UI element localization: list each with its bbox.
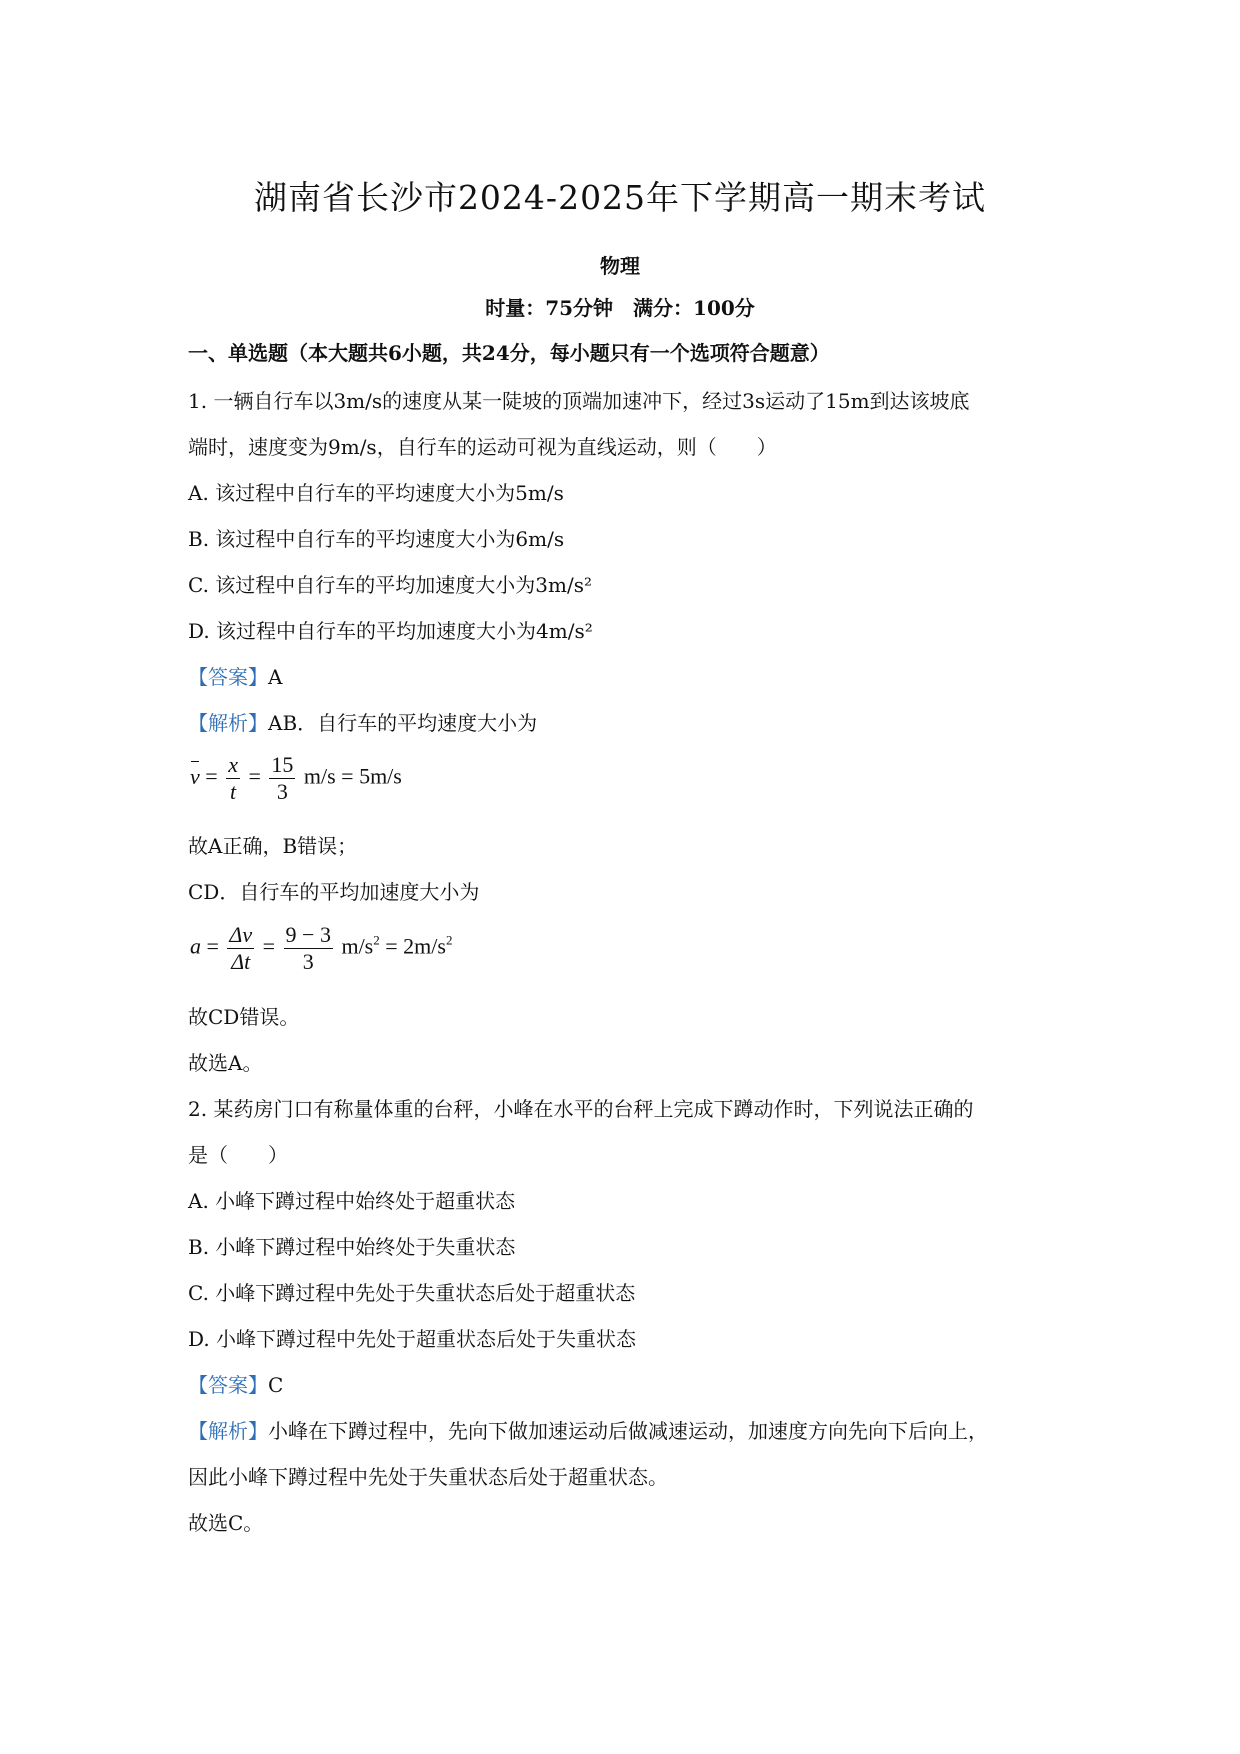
answer-tag: 【答案】 — [188, 1373, 268, 1397]
q1-option-a: A. 该过程中自行车的平均速度大小为5m/s — [188, 481, 564, 505]
q2-option-b: B. 小峰下蹲过程中始终处于失重状态 — [188, 1235, 516, 1259]
q2-answer-row — [188, 1371, 283, 1399]
formula1-den2: 3 — [276, 779, 288, 804]
analysis-tag: 【解析】 — [188, 1419, 268, 1443]
analysis-tag: 【解析】 — [188, 711, 268, 735]
q1-stem-line1: 1. 一辆自行车以3m/s的速度从某一陡坡的顶端加速冲下，经过3s运动了15m到达该坡底 — [188, 389, 970, 413]
formula2-result: 2m/s — [403, 933, 446, 959]
q2-answer: C — [268, 1373, 284, 1397]
formula1-num1: x — [228, 752, 238, 777]
q1-analysis-text1: AB．自行车的平均速度大小为 — [268, 711, 538, 735]
q1-final: 故选A。 — [188, 1051, 263, 1075]
q1-conclusion2: 故CD错误。 — [188, 1005, 300, 1029]
formula2-num2: 9 − 3 — [285, 922, 331, 947]
q2-final: 故选C。 — [188, 1511, 264, 1535]
q2-analysis-text1: 小峰在下蹲过程中，先向下做加速运动后做减速运动，加速度方向先向下后向上， — [268, 1419, 988, 1443]
q1-option-b: B. 该过程中自行车的平均速度大小为6m/s — [188, 527, 565, 551]
q1-option-c: C. 该过程中自行车的平均加速度大小为3m/s² — [188, 573, 593, 597]
formula1-lhs: v — [190, 763, 200, 789]
q2-analysis-text2: 因此小峰下蹲过程中先处于失重状态后处于超重状态。 — [188, 1465, 668, 1489]
formula2-lhs: a — [190, 933, 201, 959]
exam-meta: 时量：75分钟 满分：100分 — [485, 296, 755, 320]
q1-formula-velocity: v = $\frac{x}{t}$ = $\frac{15}{3}$ m/s = 5m/s — [190, 752, 402, 804]
formula2-frac2 — [284, 922, 333, 975]
q1-formula-acceleration: a = $\frac{\Delta v}{\Delta t}$ = $\frac{9 - 3}{3}$ $m/s^2 = 2m/s^2$ — [190, 922, 453, 974]
formula1-num2: 15 — [271, 752, 294, 777]
formula2-num1: Δv — [229, 922, 253, 947]
q1-conclusion1: 故A正确，B错误； — [188, 834, 358, 858]
subject-heading: 物理 — [600, 254, 640, 278]
formula1-unit: m/s = 5m/s — [303, 763, 402, 789]
q2-analysis-row1 — [188, 1417, 988, 1445]
q1-answer: A — [268, 665, 283, 689]
q2-stem-line1: 2. 某药房门口有称量体重的台秤，小峰在水平的台秤上完成下蹲动作时，下列说法正确的 — [188, 1097, 974, 1121]
formula1-frac2 — [269, 752, 295, 805]
q1-option-d: D. 该过程中自行车的平均加速度大小为4m/s² — [188, 619, 593, 643]
answer-tag: 【答案】 — [188, 665, 268, 689]
formula2-den1: Δt — [231, 949, 251, 974]
formula2-den2: 3 — [302, 949, 314, 974]
formula2-unit: m/s — [341, 933, 374, 959]
formula2-exp1: 2 — [373, 932, 380, 948]
formula2-exp2: 2 — [445, 932, 453, 948]
formula1-frac1 — [226, 752, 240, 805]
q1-analysis-row1 — [188, 709, 537, 737]
q2-option-c: C. 小峰下蹲过程中先处于失重状态后处于超重状态 — [188, 1281, 636, 1305]
q1-answer-row — [188, 663, 282, 691]
exam-title: 湖南省长沙市2024-2025年下学期高一期末考试 — [253, 178, 987, 217]
q2-option-a: A. 小峰下蹲过程中始终处于超重状态 — [188, 1189, 516, 1213]
formula1-den1: t — [230, 779, 237, 804]
q1-analysis-text2: CD．自行车的平均加速度大小为 — [188, 880, 480, 904]
q2-stem-line2: 是（ ） — [188, 1143, 288, 1167]
formula2-frac1 — [227, 922, 254, 975]
q1-stem-line2: 端时，速度变为9m/s，自行车的运动可视为直线运动，则（ ） — [188, 435, 777, 459]
q2-option-d: D. 小峰下蹲过程中先处于超重状态后处于失重状态 — [188, 1327, 637, 1351]
section-heading: 一、单选题（本大题共6小题，共24分，每小题只有一个选项符合题意） — [188, 341, 830, 365]
